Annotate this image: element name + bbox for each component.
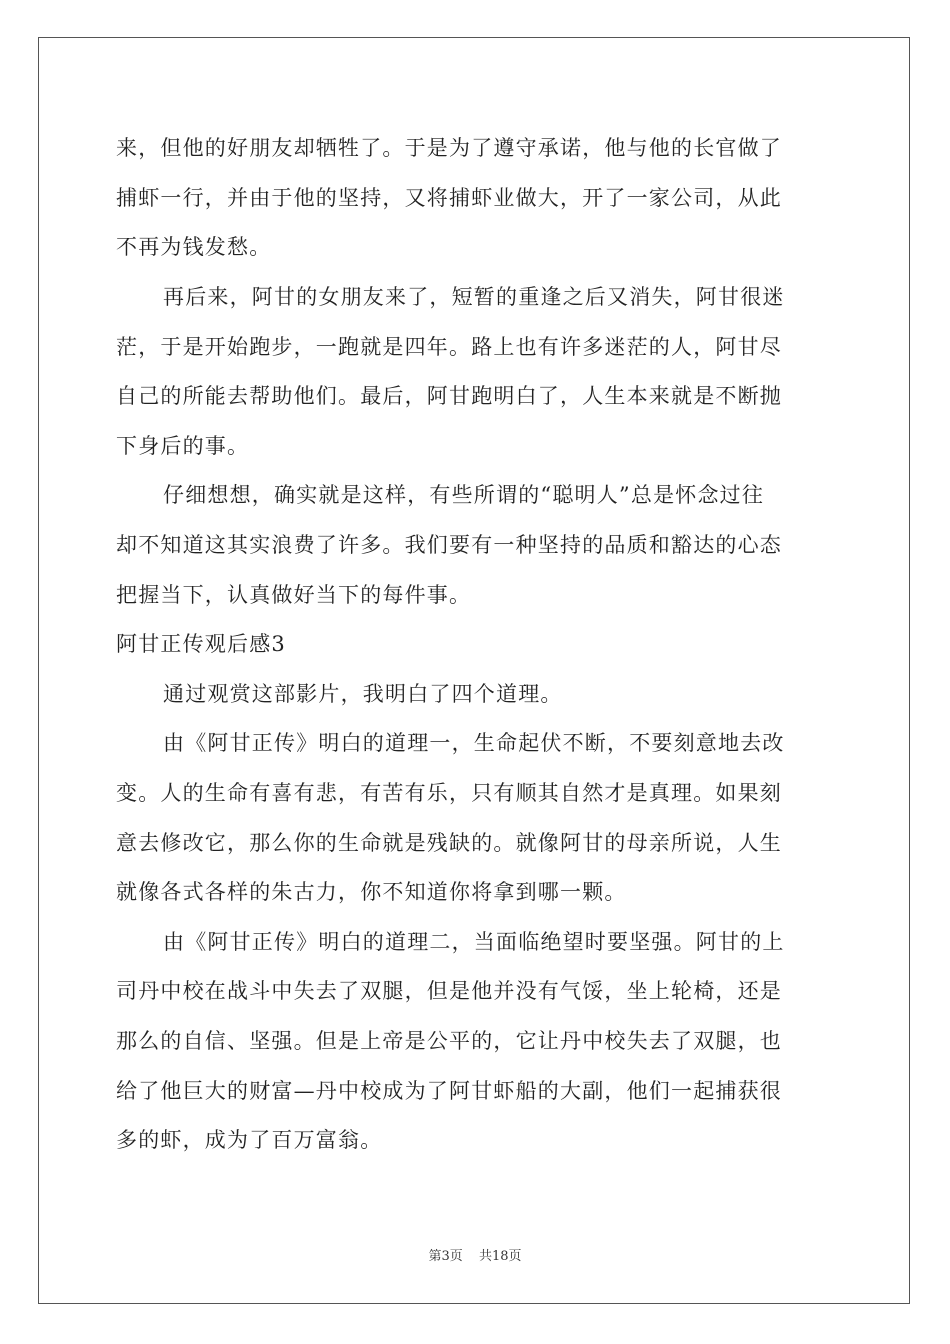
page-total: 共18页 [478,1249,522,1264]
text-line: 捕虾一行，并由于他的坚持，又将捕虾业做大，开了一家公司，从此 [116,186,782,210]
text-line: 再后来，阿甘的女朋友来了，短暂的重逢之后又消失，阿甘很迷 [163,285,785,309]
text-line: 下身后的事。 [116,434,250,458]
text-line: 仔细想想，确实就是这样，有些所谓的“聪明人”总是怀念过往 [163,483,765,507]
text-line: 却不知道这其实浪费了许多。我们要有一种坚持的品质和豁达的心态 [116,533,782,557]
text-line: 司丹中校在战斗中失去了双腿，但是他并没有气馁，坐上轮椅，还是 [116,979,782,1003]
text-line: 就像各式各样的朱古力，你不知道你将拿到哪一颗。 [116,880,627,904]
section-heading: 阿甘正传观后感3 [116,632,286,656]
page-border [38,37,910,1304]
text-line: 那么的自信、坚强。但是上帝是公平的，它让丹中校失去了双腿，也 [116,1029,782,1053]
text-line: 多的虾，成为了百万富翁。 [116,1128,383,1152]
text-line: 把握当下，认真做好当下的每件事。 [116,583,472,607]
text-line: 意去修改它，那么你的生命就是残缺的。就像阿甘的母亲所说，人生 [116,831,782,855]
page-number: 第3页 [428,1249,463,1264]
text-line: 自己的所能去帮助他们。最后，阿甘跑明白了，人生本来就是不断抛 [116,384,782,408]
text-line: 不再为钱发愁。 [116,235,272,259]
text-line: 由《阿甘正传》明白的道理二，当面临绝望时要坚强。阿甘的上 [163,930,785,954]
text-line: 通过观赏这部影片，我明白了四个道理。 [163,682,563,706]
page-footer [0,1245,950,1264]
text-line: 由《阿甘正传》明白的道理一，生命起伏不断，不要刻意地去改 [163,731,785,755]
text-line: 来，但他的好朋友却牺牲了。于是为了遵守承诺，他与他的长官做了 [116,136,782,160]
text-line: 变。人的生命有喜有悲，有苦有乐，只有顺其自然才是真理。如果刻 [116,781,782,805]
text-line: 茫，于是开始跑步，一跑就是四年。路上也有许多迷茫的人，阿甘尽 [116,335,782,359]
text-line: 给了他巨大的财富—丹中校成为了阿甘虾船的大副，他们一起捕获很 [116,1079,782,1103]
